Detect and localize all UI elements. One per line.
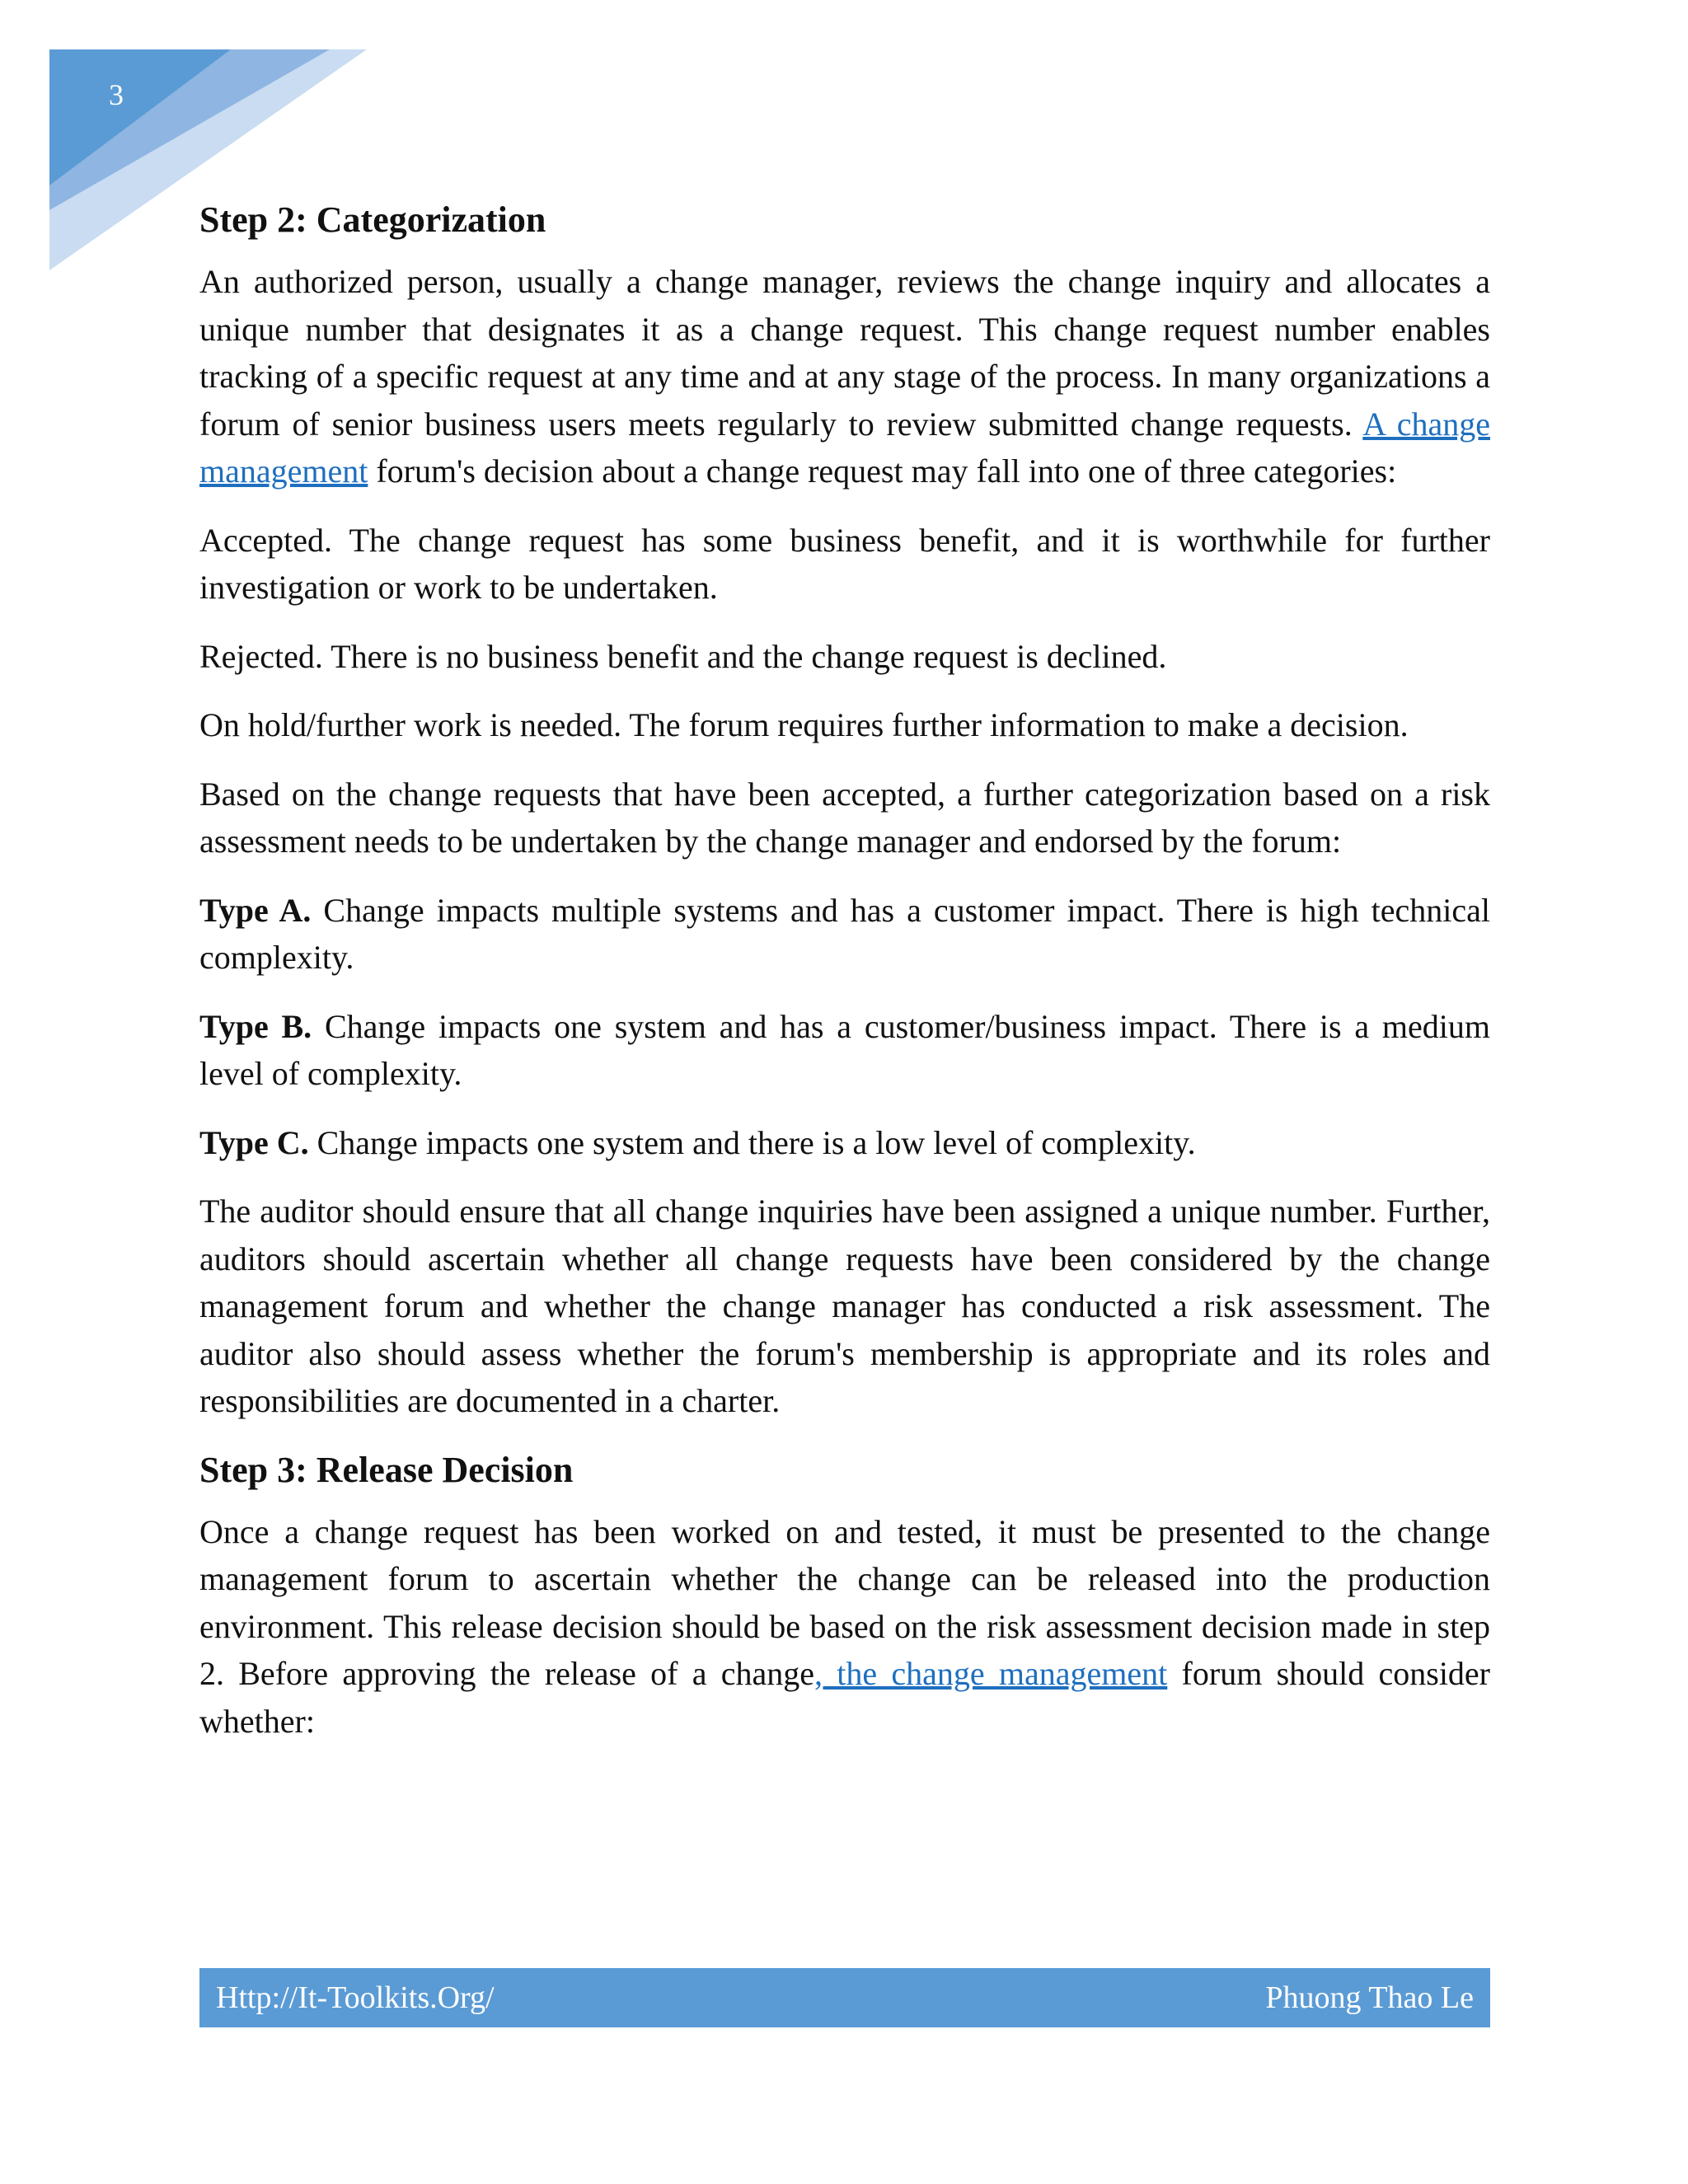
change-management-link-2[interactable]: , the change management <box>814 1655 1168 1693</box>
rejected-paragraph: Rejected. There is no business benefit and the change request is declined. <box>199 637 1167 675</box>
type-c-label: Type C. <box>199 1123 309 1161</box>
step2-intro-text-a: An authorized person, usually a change manager, reviews the change inquiry and allocates a unique number that designates it as a change request. This change request number enables tracking of a specific request at any time and at any stage of the process. In many organizations a forum of senior business users meets regularly to review submitted change requests. <box>199 263 1490 443</box>
step2-intro-paragraph <box>199 258 1490 495</box>
footer-author: Phuong Thao Le <box>1265 1980 1474 2015</box>
change-management-link[interactable]: A change management <box>199 405 1490 490</box>
type-a-text: Change impacts multiple systems and has a customer impact. There is high technical complexity. <box>199 891 1491 977</box>
risk-assessment-paragraph: Based on the change requests that have been accepted, a further categorization based on a risk assessment needs to be undertaken by the change manager and endorsed by the forum: <box>199 775 1490 860</box>
step3-text-b: forum should consider whether: <box>199 1655 1491 1740</box>
step3-heading: Step 3: Release Decision <box>199 1449 574 1490</box>
type-a-paragraph <box>199 887 1490 982</box>
step2-intro-text-b: forum's decision about a change request may fall into one of three categories: <box>368 452 1397 490</box>
auditor-paragraph: The auditor should ensure that all change inquiries have been assigned a unique number. Further, auditors should ascertain whether all change requests have been considered by the change management forum and whether the change manager has conducted a risk assessment. The auditor also should assess whether the forum's membership is appropriate and its roles and responsibilities are documented in a charter. <box>199 1193 1490 1420</box>
accepted-paragraph: Accepted. The change request has some business benefit, and it is worthwhile for further investigation or work to be undertaken. <box>199 521 1490 607</box>
type-c-paragraph <box>199 1119 1490 1167</box>
type-c-text: Change impacts one system and there is a low level of complexity. <box>308 1123 1196 1161</box>
step3-text-a: Once a change request has been worked on and tested, it must be presented to the change management forum to ascertain whether the change can be released into the production environment. This release decision should be based on the risk assessment decision made in step 2. Before approving the release of a change <box>199 1512 1490 1693</box>
type-b-label: Type B. <box>199 1007 312 1045</box>
step2-heading: Step 2: Categorization <box>199 199 546 240</box>
step3-paragraph <box>199 1508 1490 1746</box>
footer-url[interactable]: Http://It-Toolkits.Org/ <box>216 1980 495 2015</box>
type-b-paragraph <box>199 1003 1490 1098</box>
type-a-label: Type A. <box>199 891 312 929</box>
page-footer <box>199 1968 1490 2027</box>
page-number: 3 <box>109 78 124 111</box>
type-b-text: Change impacts one system and has a customer/business impact. There is a medium level of complexity. <box>199 1007 1491 1093</box>
main-content <box>199 196 1490 1766</box>
on-hold-paragraph: On hold/further work is needed. The forum requires further information to make a decision. <box>199 706 1409 744</box>
